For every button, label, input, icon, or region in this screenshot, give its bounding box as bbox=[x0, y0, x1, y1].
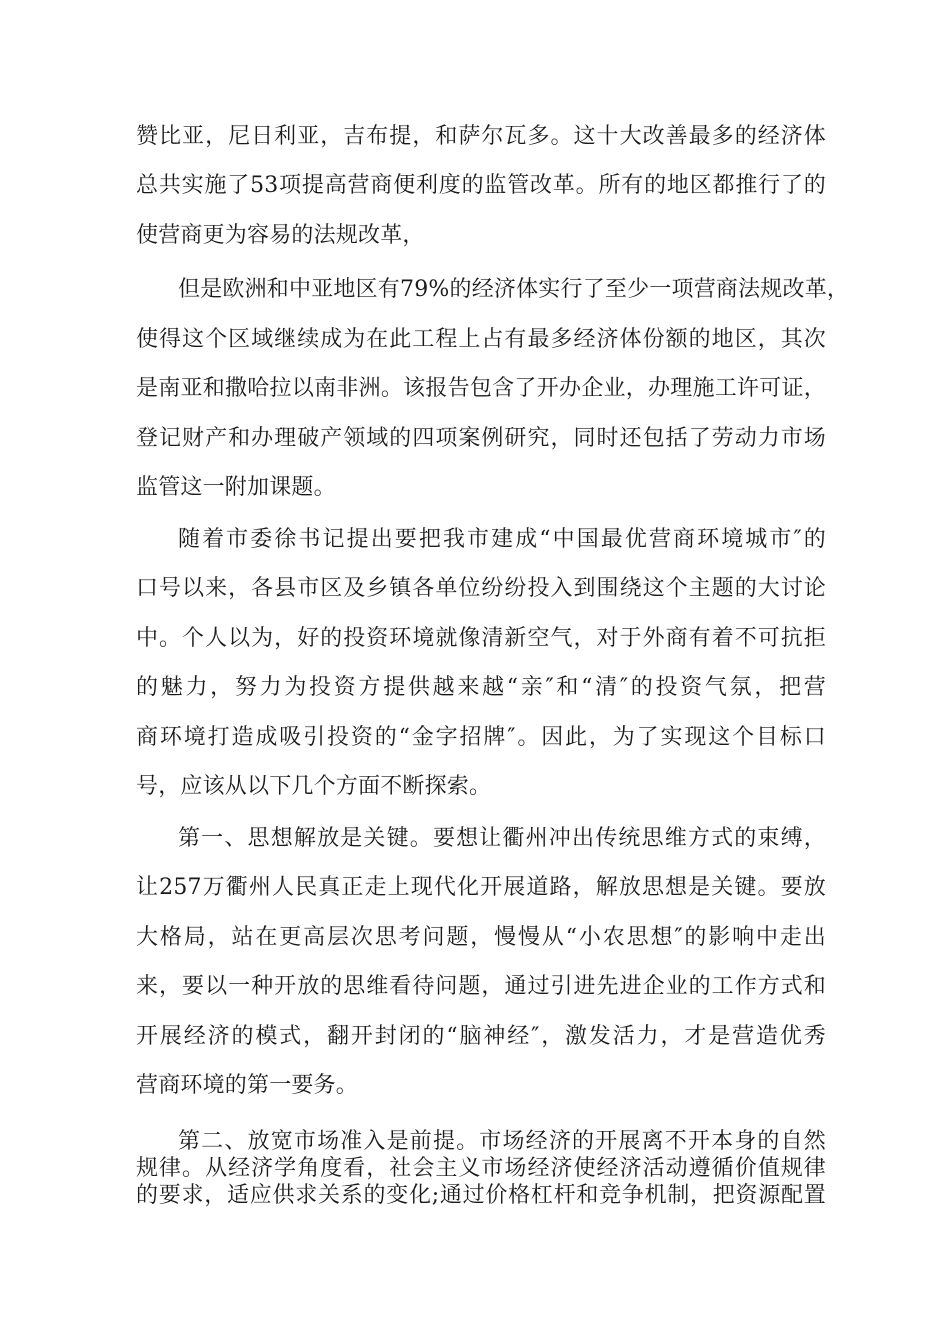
paragraph-2-line-4: 登记财产和办理破产领域的四项案例研究，同时还包括了劳动力市场 bbox=[136, 426, 826, 451]
paragraph-4-line-2: 让257万衢州人民真正走上现代化开展道路，解放思想是关键。要放 bbox=[136, 875, 826, 900]
paragraph-5-line-3: 的要求，适应供求关系的变化;通过价格杠杆和竞争机制，把资源配置 bbox=[136, 1183, 826, 1208]
paragraph-4-line-1: 第一、思想解放是关键。要想让衢州冲出传统思维方式的束缚， bbox=[178, 826, 826, 851]
paragraph-4-line-5: 开展经济的模式，翻开封闭的“脑神经″，激发活力，才是营造优秀 bbox=[136, 1024, 826, 1049]
paragraph-4-line-3: 大格局，站在更高层次思考问题，慢慢从“小农思想″的影响中走出 bbox=[136, 925, 826, 950]
paragraph-3-line-3: 中。个人以为，好的投资环境就像清新空气，对于外商有着不可抗拒 bbox=[136, 626, 826, 651]
paragraph-2-line-3: 是南亚和撒哈拉以南非洲。该报告包含了开办企业，办理施工许可证， bbox=[136, 376, 826, 401]
paragraph-5-line-1: 第二、放宽市场准入是前提。市场经济的开展离不开本身的自然 bbox=[178, 1129, 826, 1154]
paragraph-2-line-1: 但是欧洲和中亚地区有79%的经济体实行了至少一项营商法规改革， bbox=[178, 277, 850, 302]
paragraph-3-line-5: 商环境打造成吸引投资的“金字招牌″。因此，为了实现这个目标口 bbox=[136, 725, 826, 750]
paragraph-2-line-5: 监管这一附加课题。 bbox=[136, 475, 336, 500]
paragraph-4-line-6: 营商环境的第一要务。 bbox=[136, 1073, 359, 1098]
paragraph-3-line-2: 口号以来，各县市区及乡镇各单位纷纷投入到围绕这个主题的大讨论 bbox=[136, 576, 826, 601]
paragraph-3-line-4: 的魅力，努力为投资方提供越来越“亲″和“清″的投资气氛，把营 bbox=[136, 675, 826, 700]
paragraph-2-line-2: 使得这个区域继续成为在此工程上占有最多经济体份额的地区，其次 bbox=[136, 327, 826, 352]
paragraph-5-line-2: 规律。从经济学角度看，社会主义市场经济使经济活动遵循价值规律 bbox=[136, 1156, 826, 1181]
paragraph-3-line-6: 号，应该从以下几个方面不断探索。 bbox=[136, 774, 492, 799]
paragraph-4-line-4: 来，要以一种开放的思维看待问题，通过引进先进企业的工作方式和 bbox=[136, 974, 826, 999]
paragraph-3-line-1: 随着市委徐书记提出要把我市建成“中国最优营商环境城市″的 bbox=[178, 527, 826, 552]
paragraph-1-line-3: 使营商更为容易的法规改革， bbox=[136, 223, 425, 248]
paragraph-1-line-1: 赞比亚，尼日利亚，吉布提，和萨尔瓦多。这十大改善最多的经济体 bbox=[136, 124, 826, 149]
paragraph-1-line-2: 总共实施了53项提高营商便利度的监管改革。所有的地区都推行了的 bbox=[136, 173, 826, 198]
